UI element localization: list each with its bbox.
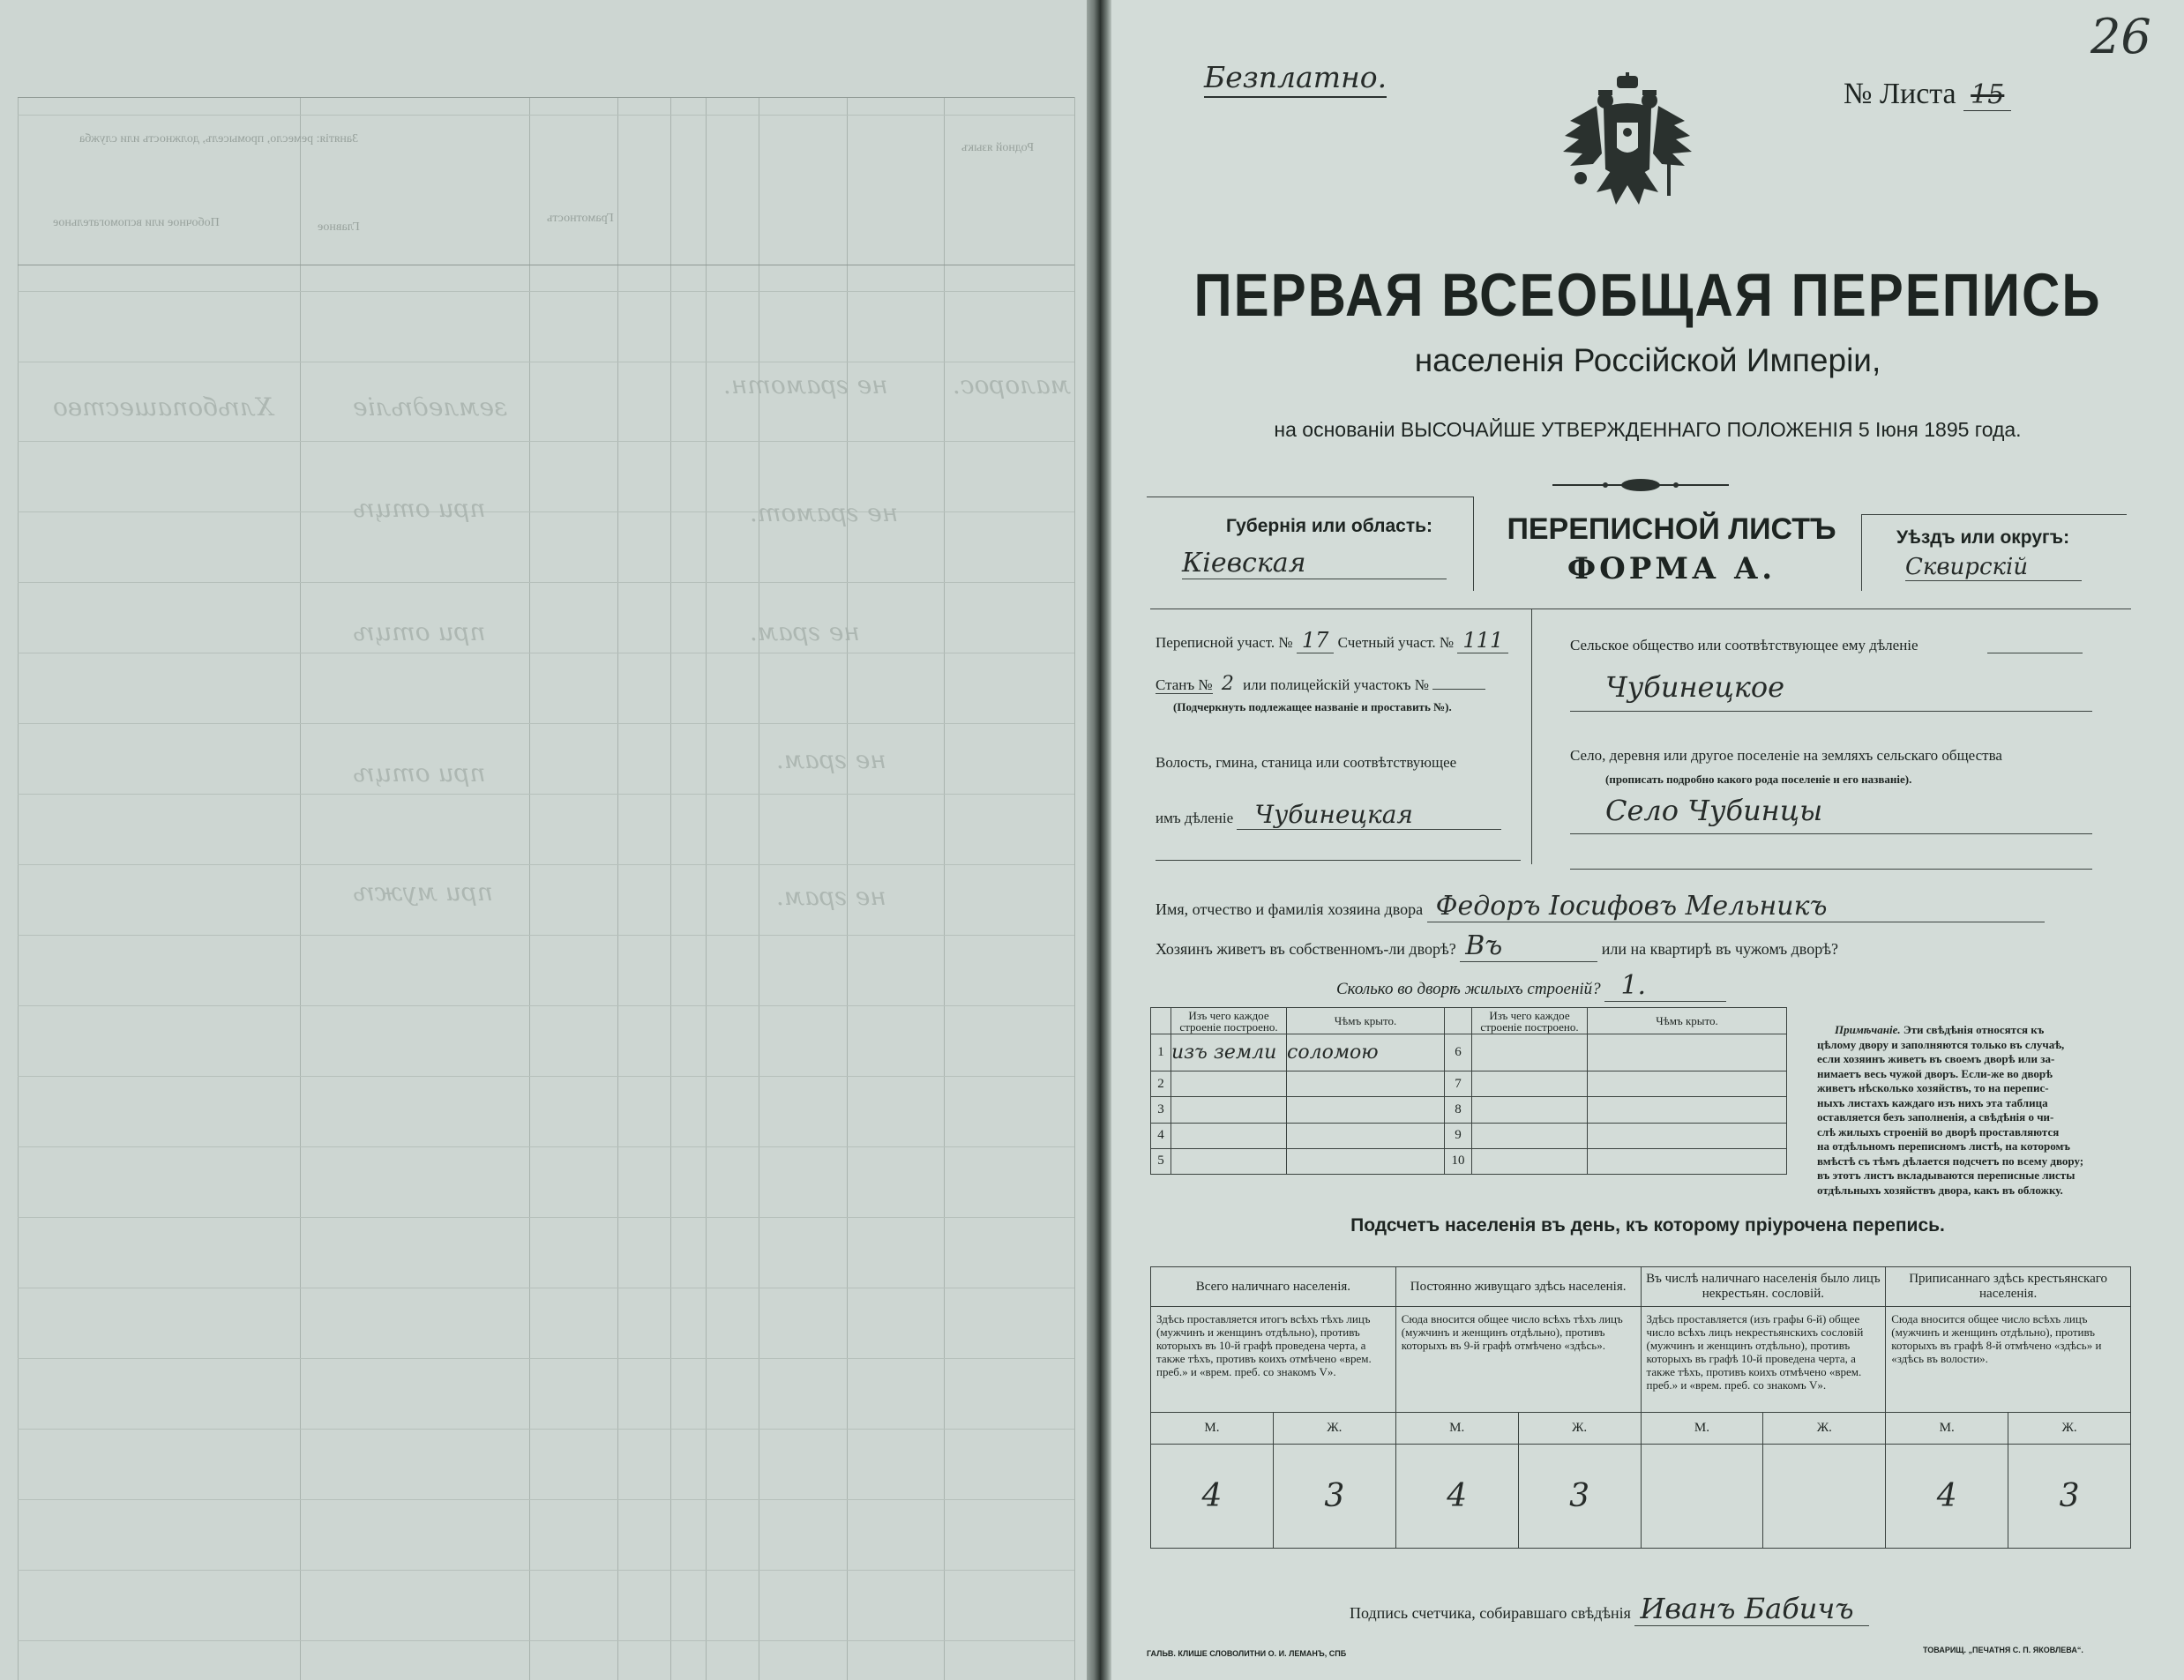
buildings-row	[1336, 970, 1726, 1002]
own-yard-value: Въ	[1460, 930, 1597, 962]
stan-note: (Подчеркнуть подлежащее названіе и проставить №).	[1173, 700, 1452, 713]
imperial-eagle-icon	[1561, 72, 1694, 222]
note-label: Примѣчаніе.	[1835, 1023, 1901, 1036]
col-roof-left: Чѣмъ крыто.	[1287, 1008, 1445, 1034]
roof-cell: соломою	[1287, 1034, 1445, 1071]
table-row: 5 10	[1151, 1148, 1787, 1174]
table-row: 4 9	[1151, 1123, 1787, 1148]
buildings-label: Сколько во дворѣ жилыхъ строеній?	[1336, 980, 1601, 998]
footer-right: ТОВАРИЩ. „ПЕЧАТНЯ С. П. ЯКОВЛЕВА“.	[1923, 1646, 2083, 1654]
pop-col-desc: Здѣсь проставляется итогъ всѣхъ тѣхъ лицъ (мужчинъ и женщинъ отдѣльно), противъ которыхъ въ 10-й графѣ проведена черта, а также тѣхъ, противъ коихъ отмѣчено «врем. преб.» и «врем. преб. со знакомъ V».	[1151, 1307, 1396, 1413]
pop-col-desc: Сюда вносится общее число всѣхъ тѣхъ лицъ (мужчинъ и женщинъ отдѣльно), противъ которыхъ въ 9-й графѣ отмѣчено «здѣсь».	[1395, 1307, 1641, 1413]
census-subtitle: населенія Россійской Имперіи,	[1414, 342, 1881, 378]
police-label: или полицейскій участокъ №	[1243, 676, 1430, 693]
stan-label: Станъ №	[1156, 676, 1213, 693]
signature-value: Иванъ Бабичъ	[1634, 1592, 1869, 1626]
buildings-value: 1.	[1604, 970, 1726, 1002]
count-cell: 3	[2008, 1445, 2131, 1549]
left-page: Занятія: ремесло, промыселъ, должность или служба Побочное или вспомогательное Главное Грамотность Родной языкъ Хлѣбопашество земледѣліе не грамотн. малорос. при отцѣ не грамот. при отцѣ не грам. при отцѣ не грам. при мужѣ не грам.	[0, 0, 1087, 1680]
pop-col-header: Въ числѣ наличнаго населенія было лицъ некрестьян. сословій.	[1641, 1267, 1886, 1307]
yard-row	[1156, 930, 1838, 962]
village-note: (прописать подробно какого рода поселеніе и его названіе).	[1605, 773, 1912, 786]
count-cell	[1763, 1445, 1886, 1549]
uezd-label: Уѣздъ или округъ:	[1896, 527, 2070, 548]
volost-label-2: имъ дѣленіе	[1156, 810, 1234, 826]
pop-col-desc: Здѣсь проставляется (изъ графы 6-й) общее число всѣхъ лицъ некрестьянскихъ сословій (мужчинъ и женщинъ отдѣльно), противъ которыхъ въ графѣ 10-й проведена черта, а также тѣхъ, противъ коихъ отмѣчено «врем. преб.» и «врем. преб. со знакомъ V».	[1641, 1307, 1886, 1413]
col-material-left: Изъ чего каждое строеніе построено.	[1171, 1008, 1287, 1034]
gubernia-value: Кіевская	[1182, 548, 1447, 579]
owner-value: Федоръ Іосифовъ Мельникъ	[1427, 891, 2045, 922]
pop-col-header: Всего наличнаго населенія.	[1151, 1267, 1396, 1307]
count-cell: 4	[1395, 1445, 1518, 1549]
form-title: ПЕРЕПИСНОЙ ЛИСТЪ	[1507, 512, 1836, 546]
gubernia-label: Губернія или область:	[1226, 516, 1433, 536]
census-basis: на основаніи ВЫСОЧАЙШЕ УТВЕРЖДЕННАГО ПОЛОЖЕНІЯ 5 Іюня 1895 года.	[1274, 418, 2022, 441]
volost-value: Чубинецкая	[1237, 800, 1501, 830]
society-value: Чубинецкое	[1605, 670, 1785, 704]
sheet-number	[1844, 78, 2011, 111]
col-roof-right: Чѣмъ крыто.	[1588, 1008, 1787, 1034]
census-title: ПЕРВАЯ ВСЕОБЩАЯ ПЕРЕПИСЬ	[1193, 260, 2102, 330]
pop-col-header: Приписаннаго здѣсь крестьянскаго населенія.	[1886, 1267, 2131, 1307]
pop-col-header: Постоянно живущаго здѣсь населенія.	[1395, 1267, 1641, 1307]
society-label: Сельское общество или соотвѣтствующее ему дѣленіе	[1570, 637, 1918, 653]
district-row	[1156, 628, 1508, 653]
count-cell: 4	[1151, 1445, 1274, 1549]
free-label: Безплатно.	[1204, 60, 1387, 98]
volost-row	[1156, 800, 1501, 830]
signature-row	[1350, 1592, 1869, 1626]
count-district-label: Счетный участ. №	[1337, 634, 1455, 651]
stan-row	[1156, 673, 1485, 695]
table-row: 2 7	[1151, 1071, 1787, 1097]
rent-label: или на квартирѣ въ чужомъ дворѣ?	[1601, 940, 1838, 958]
sheet-number-label: № Листа	[1844, 78, 1956, 110]
ornament-divider	[1552, 476, 1729, 498]
note-block: Примѣчаніе. Эти свѣдѣнія относятся къ цѣлому двору и заполняются только въ случаѣ, если хозяинъ живетъ въ своемъ дворѣ или за- нимаетъ весь чужой дворъ. Если-же во дворѣ живетъ нѣсколько хозяйствъ, то на перепис- ныхъ листахъ каждаго изъ нихъ эта таблица оставляется безъ заполненія, а свѣдѣнія о чи- слѣ жилыхъ строеній во дворѣ проставляются на отдѣльномъ переписномъ листѣ, на которомъ вмѣстѣ съ тѣмъ дѣлается подсчетъ по всему двору; въ этотъ листъ вкладываются переписные листы отдѣльныхъ хозяйствъ двора, какъ въ обложку.	[1817, 1023, 2084, 1197]
table-row: 1 изъ земли соломою 6	[1151, 1034, 1787, 1071]
table-row: 3 8	[1151, 1097, 1787, 1123]
uezd-value: Сквирскій	[1905, 554, 2082, 581]
form-header-box	[1147, 497, 2128, 592]
census-district-label: Переписной участ. №	[1156, 634, 1293, 651]
village-value: Село Чубинцы	[1605, 794, 1823, 827]
count-cell: 3	[1273, 1445, 1395, 1549]
volost-label: Волость, гмина, станица или соотвѣтствующее	[1156, 754, 1457, 771]
count-cell: 3	[1518, 1445, 1641, 1549]
pop-col-desc: Сюда вносится общее число всѣхъ лицъ (мужчинъ и женщинъ отдѣльно), противъ которыхъ въ графѣ 8-й отмѣчено «здѣсь» и «здѣсь въ волости».	[1886, 1307, 2131, 1413]
population-title: Подсчетъ населенія въ день, къ которому пріурочена перепись.	[1350, 1215, 1945, 1236]
owner-label: Имя, отчество и фамилія хозяина двора	[1156, 900, 1424, 918]
page-number: 26	[2091, 9, 2151, 64]
count-cell	[1641, 1445, 1763, 1549]
owner-row	[1156, 891, 2045, 922]
population-values-row	[1151, 1445, 2131, 1549]
census-district-value: 17	[1297, 628, 1335, 653]
form-subtitle: ФОРМА А.	[1567, 551, 1776, 586]
village-label: Село, деревня или другое поселеніе на земляхъ сельскаго общества	[1570, 747, 2002, 764]
col-material-right: Изъ чего каждое строеніе построено.	[1472, 1008, 1588, 1034]
count-cell: 4	[1886, 1445, 2008, 1549]
sheet-number-value: 15	[1963, 79, 2011, 111]
count-district-value: 111	[1457, 628, 1508, 653]
population-table: Всего наличнаго населенія. Постоянно живущаго здѣсь населенія. Въ числѣ наличнаго населенія было лицъ некрестьян. сословій. Приписаннаго здѣсь крестьянскаго населенія. Здѣсь проставляется итогъ всѣхъ тѣхъ лицъ (мужчинъ и женщинъ отдѣльно), противъ которыхъ въ 10-й графѣ проведена черта, а также тѣхъ, противъ коихъ отмѣчено «врем. преб.» и «врем. преб. со знакомъ V». Сюда вносится общее число всѣхъ тѣхъ лицъ (мужчинъ и женщинъ отдѣльно), противъ которыхъ въ 9-й графѣ отмѣчено «здѣсь». Здѣсь проставляется (изъ графы 6-й) общее число всѣхъ лицъ некрестьянскихъ сословій (мужчинъ и женщинъ отдѣльно), противъ которыхъ въ графѣ 10-й проведена черта, а также тѣхъ, противъ коихъ отмѣчено «врем. преб.» и «врем. преб. со знакомъ V». Сюда вносится общее число всѣхъ лицъ (мужчинъ и женщинъ отдѣльно), противъ которыхъ въ графѣ 8-й отмѣчено «здѣсь» и «здѣсь въ волости». М. Ж. М. Ж. М. Ж. М. Ж. 4 3 4 3 4 3	[1150, 1266, 2131, 1549]
census-form-page	[1111, 0, 2184, 1680]
buildings-table	[1150, 1007, 1787, 1175]
own-yard-label: Хозяинъ живетъ въ собственномъ-ли дворѣ?	[1156, 940, 1456, 958]
signature-label: Подпись счетчика, собиравшаго свѣдѣнія	[1350, 1604, 1631, 1622]
book-gutter	[1087, 0, 1111, 1680]
material-cell: изъ земли	[1171, 1034, 1287, 1071]
stan-value: 2	[1221, 673, 1234, 695]
footer-left: ГАЛЬВ. КЛИШЕ СЛОВОЛИТНИ О. И. ЛЕМАНЪ, СПБ	[1147, 1649, 1347, 1658]
